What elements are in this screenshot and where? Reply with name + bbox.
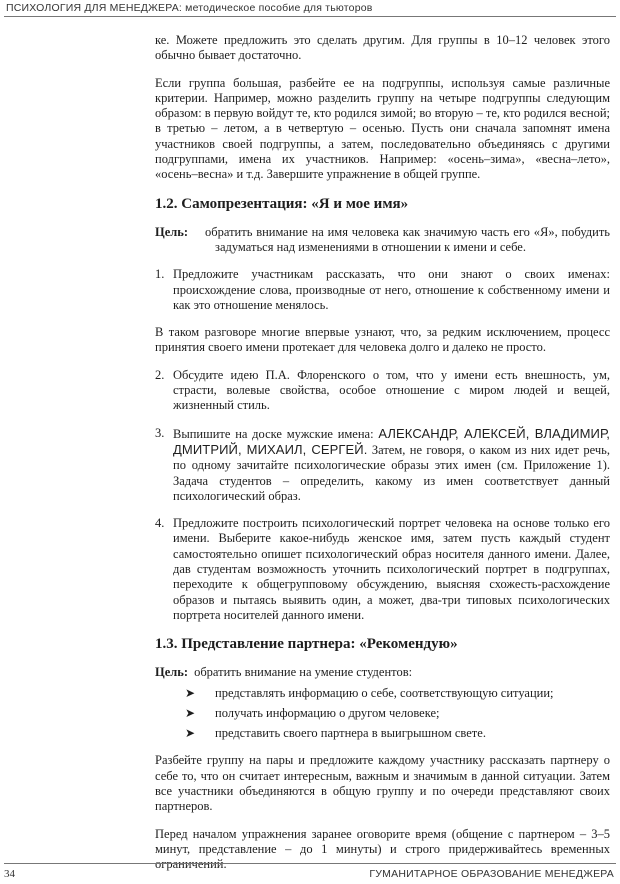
footer-rule	[4, 863, 616, 864]
page-number: 34	[4, 868, 15, 880]
paragraph-timing: Перед началом упражнения заранее оговорите время (общение с партнером – 3–5 минут, представление – до 1 минуты) и строго придерживайтесь временных ограничений.	[155, 826, 610, 872]
bullet-text: представить своего партнера в выигрышном свете.	[215, 726, 486, 741]
running-footer: ГУМАНИТАРНОЕ ОБРАЗОВАНИЕ МЕНЕДЖЕРА	[369, 868, 614, 880]
goal-1-3	[155, 665, 610, 680]
item-text: Предложите построить психологический портрет человека на основе только его имени. Выберите какое-нибудь женское имя, затем пусть каждый студент самостоятельно опишет психологический образ носителя данного имени. Далее, дав студентам возможность уточнить психологический портрет в подгруппах, переходите к общегрупповому обсуждению, выясняя схожесть-расхождение образов и пытаясь выявить один, а может, два-три типовых психологических портрета носителей данного имени.	[173, 516, 610, 622]
item-number: 2.	[155, 367, 165, 382]
goal-text: обратить внимание на умение студентов:	[194, 665, 413, 680]
goal-text: обратить внимание на имя человека как значимую часть его «Я», побудить задуматься над изменениями в отношении к имени и себе.	[205, 224, 610, 254]
paragraph-pairs: Разбейте группу на пары и предложите каждому участнику рассказать партнеру о себе то, что он считает интересным, важным и значимым в данной ситуации. Затем все участники объединяются в общую группу и по очереди представляют своих партнеров.	[155, 753, 610, 814]
list-item	[185, 726, 610, 741]
list-item	[155, 267, 610, 313]
goal-1-2	[155, 225, 610, 256]
list-item	[155, 368, 610, 414]
bullet-text: получать информацию о другом человеке;	[215, 705, 440, 720]
item-number: 3.	[155, 425, 165, 440]
list-item	[185, 706, 610, 721]
item-text: Обсудите идею П.А. Флоренского о том, что у имени есть внешность, ум, страсти, волевые свойства, особое отношение с миром людей и вещей, жизненный стиль.	[173, 367, 610, 413]
arrow-bullet-icon: ➤	[185, 705, 196, 720]
male-names: АЛЕКСАНДР, АЛЕКСЕЙ, ВЛАДИМИР, ДМИТРИЙ, МИХАИЛ, СЕРГЕЙ.	[173, 425, 610, 457]
arrow-bullet-icon: ➤	[185, 685, 196, 700]
section-heading-1-2: 1.2. Самопрезентация: «Я и мое имя»	[155, 195, 409, 212]
list-item	[185, 686, 610, 701]
item-text: Предложите участникам рассказать, что они знают о своих именах: происхождение слова, производные от него, отношение к собственному имени и как это отношение менялось.	[173, 267, 610, 312]
skills-list	[155, 686, 610, 742]
list-item	[155, 426, 610, 504]
bullet-text: представлять информацию о себе, соответствующую ситуации;	[215, 685, 554, 700]
running-header: ПСИХОЛОГИЯ ДЛЯ МЕНЕДЖЕРА: методическое пособие для тьюторов	[6, 2, 373, 14]
arrow-bullet-icon: ➤	[185, 726, 196, 741]
section-heading-1-3: 1.3. Представление партнера: «Рекомендую»	[155, 636, 458, 653]
item3-rest: Затем, не говоря, о каком из них идет речь, по одному зачитайте психологические образы этих имен (см. Приложение 1). Задача студентов – определить, какому из имен соответствует данный психологический образ.	[173, 442, 610, 503]
paragraph-continuation: ке. Можете предложить это сделать другим. Для группы в 10–12 человек этого обычно бывает достаточно.	[155, 33, 610, 63]
item-text	[173, 426, 610, 504]
goal-label: Цель:	[155, 224, 189, 239]
list-item	[155, 516, 610, 623]
item-number: 4.	[155, 516, 165, 531]
goal-label: Цель:	[155, 665, 189, 680]
item3-intro: Выпишите на доске мужские имена:	[173, 426, 379, 441]
header-rule	[4, 16, 616, 17]
paragraph-groups: Если группа большая, разбейте ее на подгруппы, используя самые различные критерии. Например, можно разделить группу на четыре подгруппы следующим образом: в первую войдут те, кто родился зимой; во вторую – те, кто родился весной; в третью – летом, а в четвертую – осенью. Пусть они сначала запомнят имена участников своей подгруппы, а затем, последовательно объединяясь с другими подгруппами, имена их участников. Например: «осень–зима», «весна–лето», «осень–весна» и т.д. Завершите упражнение в общей группе.	[155, 75, 610, 182]
paragraph-name-acceptance: В таком разговоре многие впервые узнают, что, за редким исключением, процесс принятия своего имени протекает для человека долго и далеко не просто.	[155, 325, 610, 355]
item-number: 1.	[155, 267, 165, 282]
page-body	[155, 33, 610, 884]
